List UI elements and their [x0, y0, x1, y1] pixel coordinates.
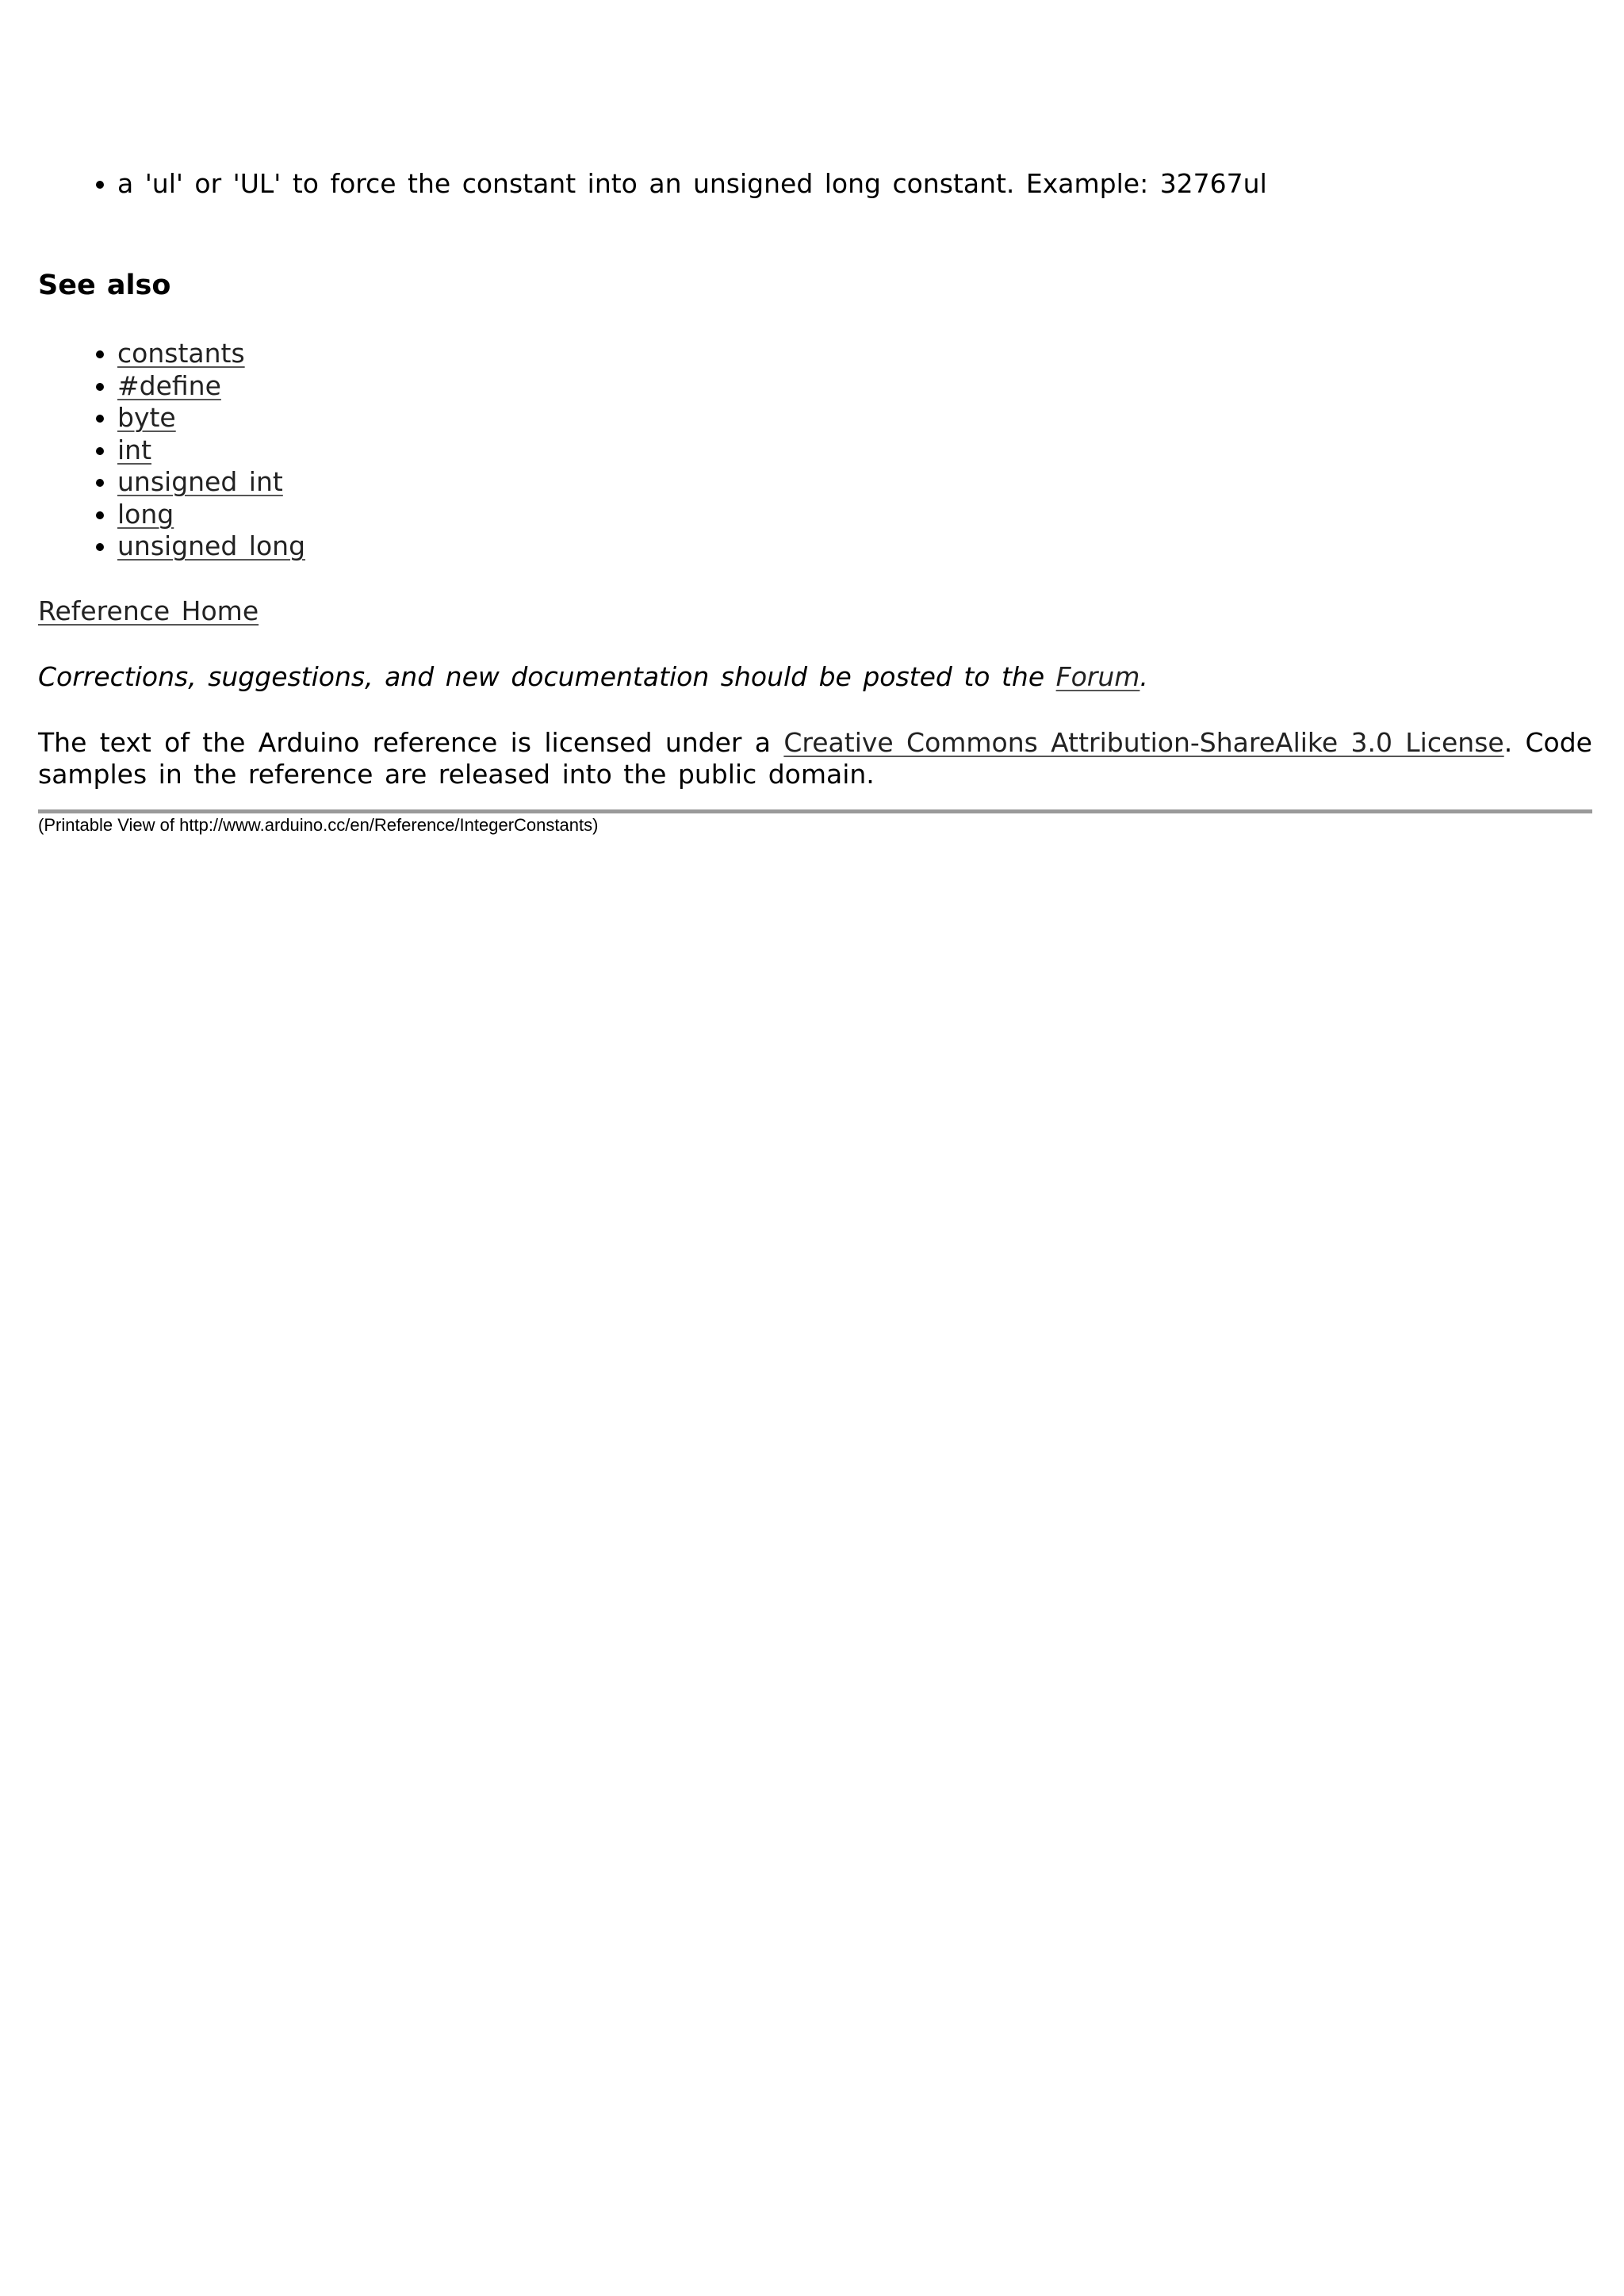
list-item — [117, 466, 1624, 499]
forum-link[interactable]: Forum — [1055, 661, 1140, 692]
link-long[interactable]: long — [117, 498, 174, 530]
link-unsigned-long[interactable]: unsigned long — [117, 530, 306, 561]
list-item — [117, 338, 1624, 370]
reference-home-link[interactable]: Reference Home — [38, 595, 259, 626]
link-define[interactable]: #define — [117, 369, 221, 401]
link-constants[interactable]: constants — [117, 338, 245, 369]
list-item — [117, 370, 1624, 403]
license-paragraph — [38, 727, 1592, 790]
see-also-heading: See also — [38, 270, 171, 301]
creative-commons-link[interactable]: Creative Commons Attribution-ShareAlike 3.0 License — [783, 727, 1504, 758]
suffix-bullet-list — [38, 168, 1624, 201]
corrections-paragraph — [38, 661, 1148, 693]
license-text: The text of the Arduino reference is licensed under a — [38, 727, 784, 758]
list-item — [117, 499, 1624, 531]
corrections-text: Corrections, suggestions, and new documentation should be posted to the — [38, 661, 1056, 692]
link-unsigned-int[interactable]: unsigned int — [117, 466, 283, 497]
link-byte[interactable]: byte — [117, 402, 176, 433]
list-item — [117, 530, 1624, 563]
license-text-end: . Code samples in the reference are released into the public domain. — [38, 727, 1592, 790]
reference-home-paragraph — [38, 595, 259, 627]
see-also-list — [38, 338, 1624, 563]
list-item — [117, 434, 1624, 467]
printable-view-note: (Printable View of http://www.arduino.cc/en/Reference/IntegerConstants) — [38, 815, 599, 835]
horizontal-rule — [38, 809, 1592, 813]
corrections-period: . — [1139, 661, 1148, 692]
list-item — [117, 402, 1624, 434]
suffix-bullet-ul: • a 'ul' or 'UL' to force the constant into an unsigned long constant. Example: 32767ul — [117, 168, 1624, 201]
link-int[interactable]: int — [117, 434, 152, 465]
